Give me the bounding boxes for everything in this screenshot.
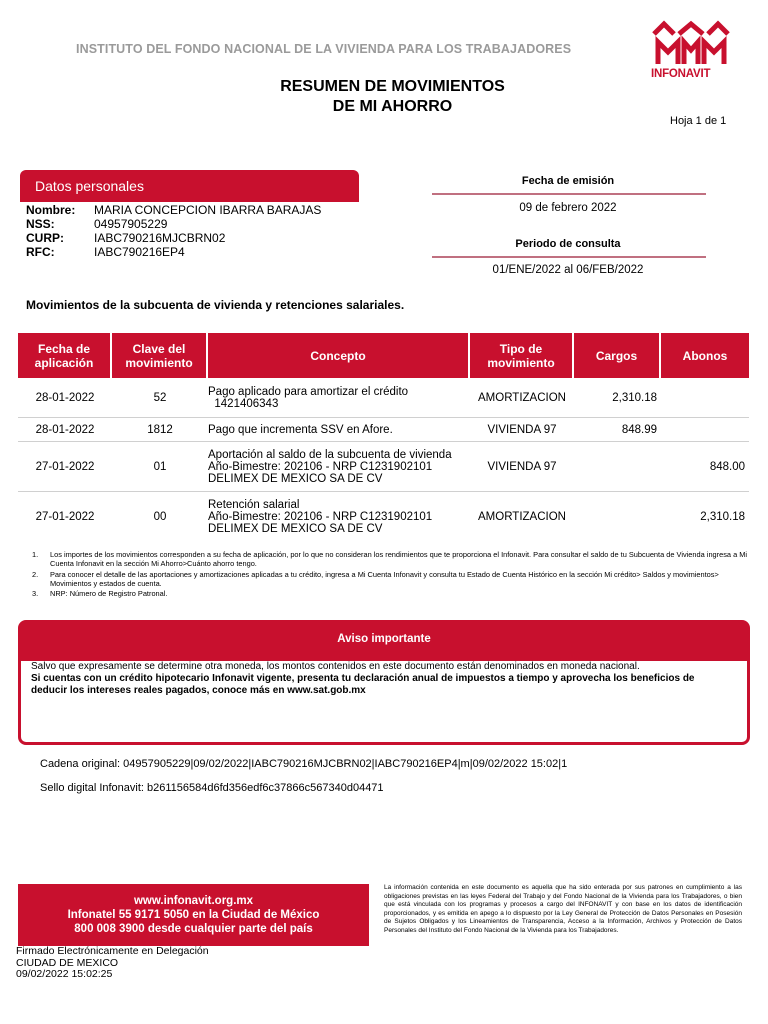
cell-clave: 1812 [112,418,208,442]
cell-cargos: 2,310.18 [574,378,661,418]
institute-name: INSTITUTO DEL FONDO NACIONAL DE LA VIVIENDA PARA LOS TRABAJADORES [76,42,572,56]
header-tipo: Tipo de movimiento [470,333,574,378]
cell-fecha: 27-01-2022 [35,511,95,523]
footnotes [32,550,750,599]
footnote: 3. NRP: Número de Registro Patronal. [32,589,168,599]
cell-fecha: 27-01-2022 [18,442,112,492]
curp-row: CURP: IABC790216MJCBRN02 [26,231,226,245]
cell-concepto: Pago aplicado para amortizar el crédito 1421406343 [208,378,470,418]
footnote: 1. Los importes de los movimientos corresponden a su fecha de aplicación, por lo que no consideran los rendimientos que te proporciona el Infonavit. Para consultar el saldo de tu Subcuenta de Vivienda ingresa a Mi Cuenta Infonavit en la sección Mi Ahorro>Cuánto ahorro tengo. [32,550,748,569]
aviso-importante-box [18,620,750,745]
fecha-emision-value: 09 de febrero 2022 [519,202,617,214]
cell-tipo: VIVIENDA 97 [470,418,574,442]
cell-fecha: 28-01-2022 [18,418,112,442]
legal-notice: La información contenida en este documento es aquella que ha sido enterada por sus patrones en cumplimiento a las obligaciones previstas en las leyes Federal del Trabajo y del Fondo Nacional de la Vivienda para los Trabajadores, o bien que está vinculada con los programas y procesos a cargo del INFONAVIT y con base en los datos de identificación proporcionados, y es emitida en apego a lo dispuesto por la Ley General de Protección de Datos Personales en Posesión de Sujetos Obligados y los Lineamientos de Transparencia, Acceso a la Información, Archivos y Protección de Datos Personales del Instituto del Fondo Nacional de la Vivienda para los Trabajadores. [384,884,742,934]
header-fecha: Fecha de aplicación [18,333,112,378]
website-link[interactable]: www.infonavit.org.mx [133,895,254,907]
cell-concepto: Aportación al saldo de la subcuenta de vivienda Año-Bimestre: 202106 - NRP C1231902101 DELIMEX DE MEXICO SA DE CV [208,442,470,492]
phone-cdmx: Infonatel 55 9171 5050 en la Ciudad de México [67,909,320,921]
signature-block: Firmado Electrónicamente en Delegación CIUDAD DE MEXICO 09/02/2022 15:02:25 [16,945,209,980]
cell-clave: 01 [112,442,208,492]
cell-tipo: AMORTIZACION [478,511,566,523]
movimientos-table [18,333,749,542]
header-abonos: Abonos [661,333,749,378]
phone-national: 800 008 3900 desde cualquier parte del país [74,923,313,935]
header-clave: Clave del movimiento [112,333,208,378]
cell-abonos [661,378,749,418]
cell-tipo: AMORTIZACION [470,378,574,418]
table-row [18,442,749,492]
cadena-original: Cadena original: 04957905229|09/02/2022|IABC790216MJCBRN02|IABC790216EP4|m|09/02/2022 15:02|1 [40,758,568,770]
page-counter: Hoja 1 de 1 [670,115,727,127]
footnote: 2. Para conocer el detalle de las aportaciones y amortizaciones aplicadas a tu crédito, ingresa a Mi Cuenta Infonavit y consulta tu Estado de Cuenta Histórico en la sección Mi crédito> Saldos y movimientos> Movimientos y estados de cuenta. [32,569,719,588]
header-cargos: Cargos [574,333,661,378]
rfc-row: RFC: IABC790216EP4 [26,245,185,259]
contact-box [18,884,369,946]
cell-concepto: Retención salarial Año-Bimestre: 202106 - NRP C1231902101 DELIMEX DE MEXICO SA DE CV [208,499,433,535]
sello-digital: Sello digital Infonavit: b261156584d6fd356edf6c37866c567340d04471 [40,782,384,794]
table-row [18,418,749,442]
document-title: RESUMEN DE MOVIMIENTOS DE MI AHORRO [280,78,505,115]
divider [432,256,706,258]
cell-abonos: 2,310.18 [700,511,745,523]
cell-concepto: Pago que incrementa SSV en Afore. [208,418,470,442]
table-header-row [18,333,749,378]
cell-abonos [661,418,749,442]
table-row [18,378,749,418]
divider [432,193,706,195]
periodo-label: Periodo de consulta [515,238,621,250]
movimientos-title: Movimientos de la subcuenta de vivienda y retenciones salariales. [26,298,405,312]
cell-cargos [574,442,661,492]
periodo-value: 01/ENE/2022 al 06/FEB/2022 [492,264,644,276]
logo-wordmark: INFONAVIT [651,68,711,80]
cell-tipo: VIVIENDA 97 [470,442,574,492]
table-row [18,492,749,542]
aviso-body: Salvo que expresamente se determine otra moneda, los montos contenidos en este documento están denominados en moneda nacional. Si cuentas con un crédito hipotecario Infonavit vigente, presenta tu declaración anual de impuestos a tiempo y aprovecha los beneficios de deducir los intereses reales pagados, conoce más en www.sat.gob.mx [31,661,695,696]
cell-abonos: 848.00 [661,442,749,492]
nss-row: NSS: 04957905229 [26,217,168,231]
datos-personales-header: Datos personales [20,170,359,202]
aviso-header: Aviso importante [21,623,747,661]
cell-cargos: 848.99 [574,418,661,442]
cell-cargos [574,492,661,542]
nombre-row: Nombre: MARIA CONCEPCION IBARRA BARAJAS [26,203,322,217]
header-concepto: Concepto [208,333,470,378]
cell-clave: 52 [112,378,208,418]
cell-clave: 00 [153,511,167,523]
cell-fecha: 28-01-2022 [18,378,112,418]
fecha-emision-label: Fecha de emisión [521,175,615,187]
